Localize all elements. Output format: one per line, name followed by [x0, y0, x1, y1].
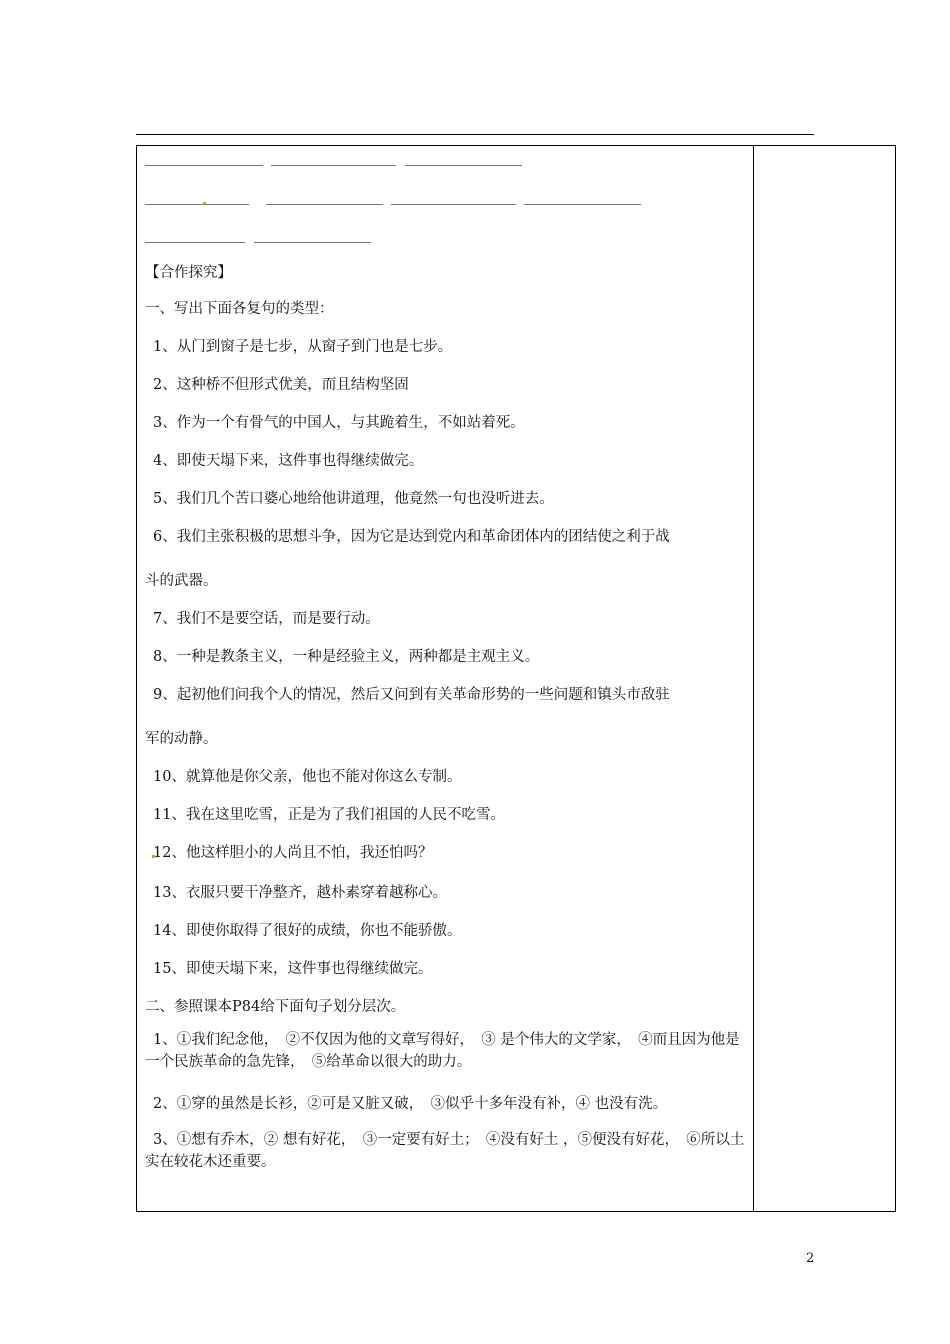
layer-item: 3、①想有乔木，② 想有好花， ③一定要有好土； ④没有好土 ，⑤便没有好花， ⑥所以土实在较花木还重要。	[145, 1132, 745, 1170]
answer-blank	[391, 204, 516, 205]
layer-item: 1、①我们纪念他， ②不仅因为他的文章写得好， ③ 是个伟大的文学家， ④而且因为他是一个民族革命的急先锋， ⑤给革命以很大的助力。	[145, 1032, 740, 1070]
answer-blank	[271, 165, 396, 166]
sentence-item-continued: 斗的武器。	[145, 573, 218, 589]
answer-blank	[266, 204, 383, 205]
part2-title: 二、参照课本P84给下面句子划分层次。	[145, 999, 406, 1015]
header-rule	[136, 134, 814, 135]
sentence-item-continued: 军的动静。	[145, 731, 218, 747]
answer-blank	[145, 165, 263, 166]
section-heading: 【合作探究】	[145, 265, 232, 281]
page-number: 2	[806, 1251, 815, 1266]
sentence-item: 14、即使你取得了很好的成绩，你也不能骄傲。	[153, 923, 462, 939]
sentence-item: 4、即使天塌下来，这件事也得继续做完。	[153, 453, 424, 469]
sentence-item: 3、作为一个有骨气的中国人，与其跪着生，不如站着死。	[153, 415, 525, 431]
dot-mark	[203, 202, 206, 205]
sentence-item: 7、我们不是要空话，而是要行动。	[153, 611, 380, 627]
answer-blank	[254, 242, 371, 243]
answer-blank	[524, 204, 641, 205]
sentence-item: 6、我们主张积极的思想斗争，因为它是达到党内和革命团体内的团结使之利于战	[153, 529, 670, 545]
worksheet-table	[136, 145, 896, 1212]
layer-item: 2、①穿的虽然是长衫，②可是又脏又破， ③似乎十多年没有补，④ 也没有洗。	[153, 1096, 668, 1112]
sentence-item: 9、起初他们问我个人的情况，然后又问到有关革命形势的一些问题和镇头市敌驻	[153, 687, 670, 703]
sentence-item: 15、即使天塌下来，这件事也得继续做完。	[153, 961, 433, 977]
answer-blank	[145, 242, 245, 243]
sentence-item: 8、一种是教条主义，一种是经验主义，两种都是主观主义。	[153, 649, 540, 665]
sentence-item: 5、我们几个苦口婆心地给他讲道理，他竟然一句也没听进去。	[153, 491, 554, 507]
sentence-item: 12、他这样胆小的人尚且不怕，我还怕吗？	[153, 845, 433, 861]
answer-blank	[145, 204, 249, 205]
sentence-item: 1、从门到窗子是七步，从窗子到门也是七步。	[153, 339, 453, 355]
sentence-item: 11、我在这里吃雪，正是为了我们祖国的人民不吃雪。	[153, 807, 505, 823]
sentence-item: 2、这种桥不但形式优美，而且结构坚固	[153, 377, 409, 393]
answer-blank	[405, 165, 522, 166]
sentence-item: 10、就算他是你父亲，他也不能对你这么专制。	[153, 769, 462, 785]
sentence-item: 13、衣服只要干净整齐，越朴素穿着越称心。	[153, 885, 447, 901]
column-divider	[753, 146, 754, 1211]
part1-title: 一、写出下面各复句的类型：	[145, 301, 334, 317]
